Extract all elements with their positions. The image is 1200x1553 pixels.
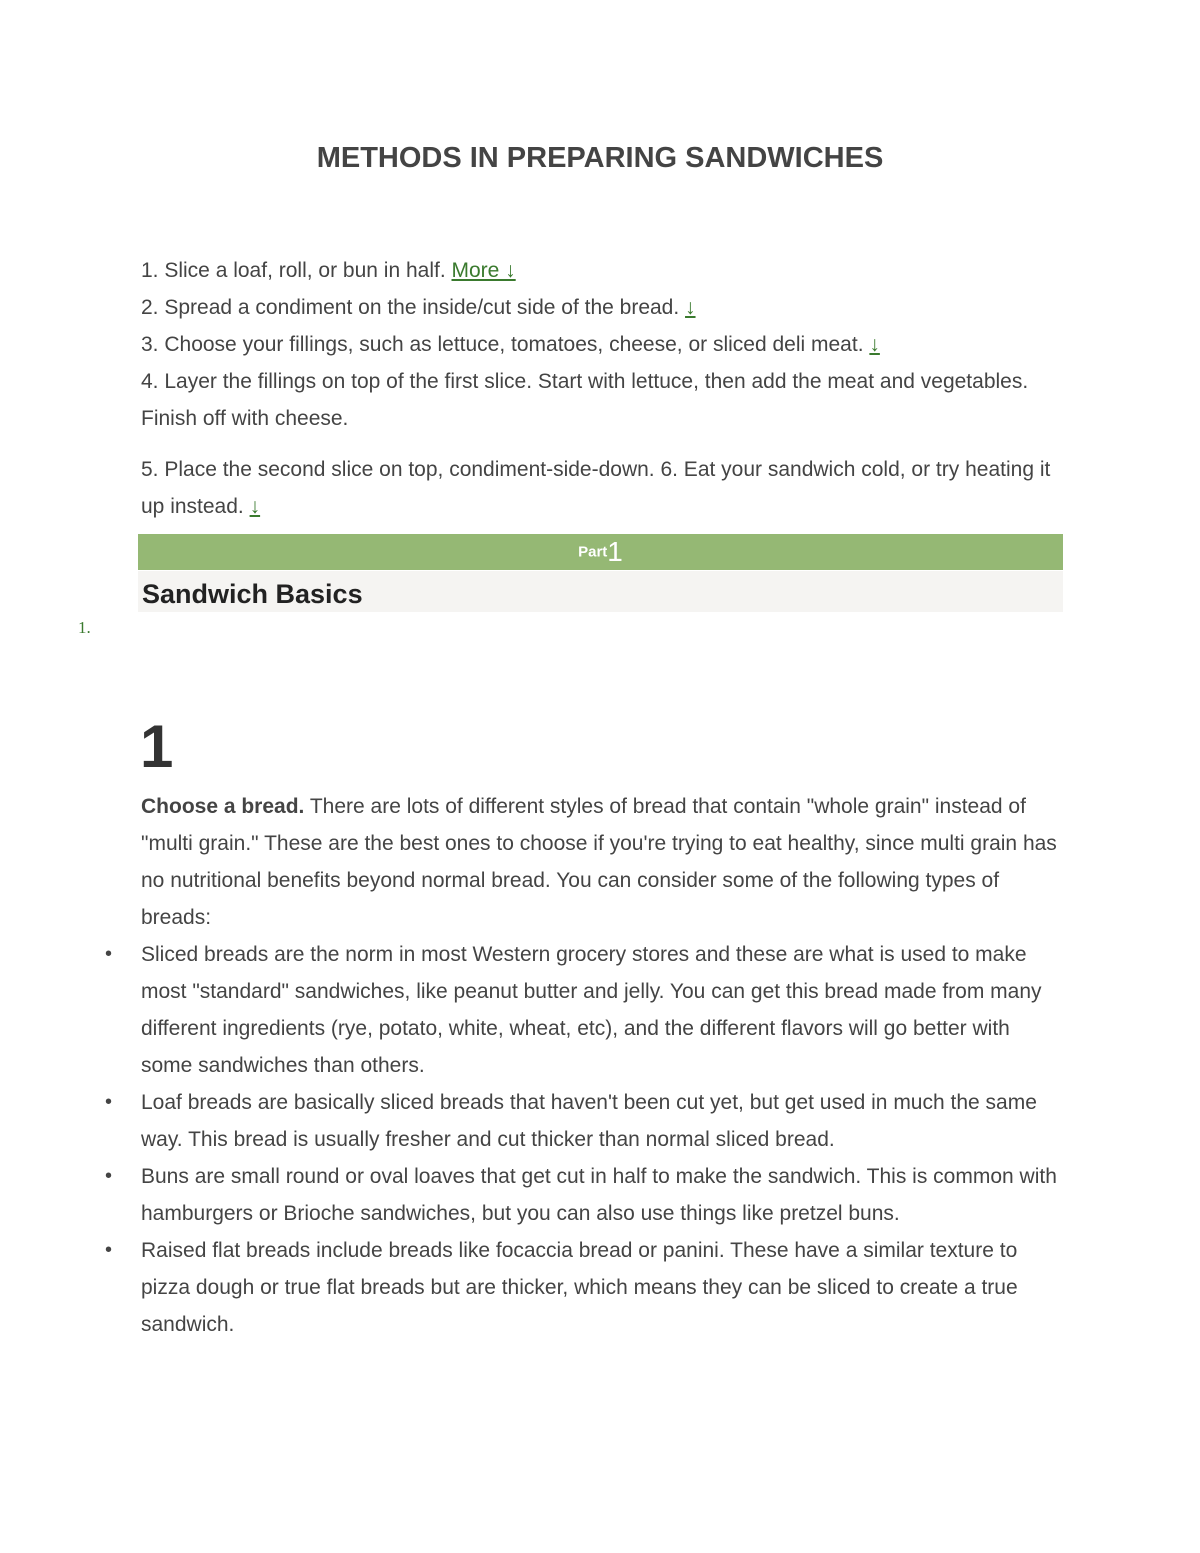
summary-step: 3. Choose your fillings, such as lettuce, tomatoes, cheese, or sliced deli meat. ↓ <box>141 333 880 356</box>
step-heading: Choose a bread. <box>141 795 305 818</box>
part-banner <box>138 534 1063 570</box>
step-paragraph: Choose a bread. There are lots of different styles of bread that contain "whole grain" instead of "multi grain." These are the best ones to choose if you're trying to eat healthy, since multi grain has no nutritional benefits beyond normal bread. You can consider some of the following types of breads: <box>141 795 1057 929</box>
step-body <box>105 788 1066 1343</box>
jump-link[interactable]: ↓ <box>869 333 880 356</box>
summary-step: 4. Layer the fillings on top of the first slice. Start with lettuce, then add the meat and vegetables. Finish off with cheese. <box>141 370 1029 430</box>
step-number: 1 <box>140 713 174 780</box>
list-item: • Buns are small round or oval loaves that get cut in half to make the sandwich. This is common with hamburgers or Brioche sandwiches, but you can also use things like pretzel buns. <box>141 1158 1066 1232</box>
jump-link[interactable]: ↓ <box>249 495 261 518</box>
bullet-icon: • <box>105 1091 113 1113</box>
section-title: Sandwich Basics <box>142 579 363 609</box>
more-link[interactable]: More ↓ <box>451 259 516 282</box>
list-item: • Loaf breads are basically sliced breads that haven't been cut yet, but get used in much the same way. This bread is usually fresher and cut thicker than normal sliced bread. <box>141 1084 1066 1158</box>
list-item: • Raised flat breads include breads like focaccia bread or panini. These have a similar texture to pizza dough or true flat breads but are thicker, which means they can be sliced to create a true sandwich. <box>141 1232 1066 1343</box>
list-marker: 1. <box>78 618 91 637</box>
part-label: Part <box>578 543 608 561</box>
bullet-icon: • <box>105 1239 113 1261</box>
summary-step: 1. Slice a loaf, roll, or bun in half. More ↓ <box>141 259 516 282</box>
bread-types-list <box>105 936 1066 1343</box>
jump-link[interactable]: ↓ <box>685 296 696 319</box>
page-title: METHODS IN PREPARING SANDWICHES <box>316 142 884 174</box>
summary-step: 2. Spread a condiment on the inside/cut side of the bread. ↓ <box>141 296 696 319</box>
list-item: • Sliced breads are the norm in most Western grocery stores and these are what is used to make most "standard" sandwiches, like peanut butter and jelly. You can get this bread made from many different ingredients (rye, potato, white, wheat, etc), and the different flavors will go better with some sandwiches than others. <box>141 936 1066 1084</box>
bullet-icon: • <box>105 943 113 965</box>
summary-steps <box>141 252 1071 525</box>
section-header <box>138 571 1063 612</box>
summary-step: 5. Place the second slice on top, condiment-side-down. 6. Eat your sandwich cold, or try heating it up instead. ↓ <box>141 458 1051 518</box>
part-number: 1 <box>607 536 623 567</box>
bullet-icon: • <box>105 1165 113 1187</box>
